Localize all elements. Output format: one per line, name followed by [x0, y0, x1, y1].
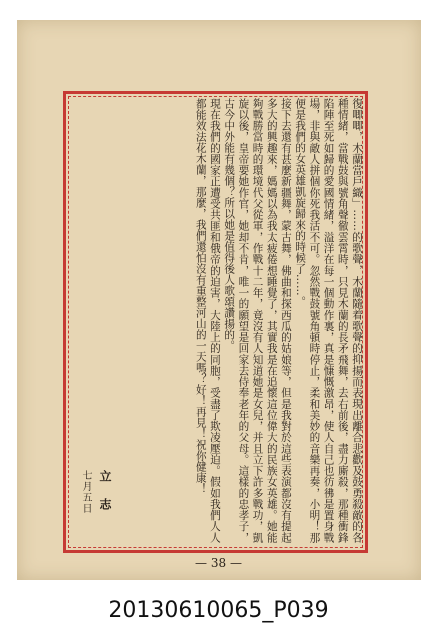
image-caption: 20130610065_P039: [108, 598, 329, 623]
author-name: 立 志: [98, 470, 112, 517]
page-number: — 38 —: [195, 556, 242, 570]
body-paragraph: 接下去還有甚麼新疆舞，蒙古舞，佛曲和探西瓜的姑娘等，但是我對於這些表演都沒有提起多大的興趣來，媽媽以為我太疲倦想睡覺了，其實我是在追懷這位偉大的民族女英雄。她能夠戰勝當時的環境代父從軍，作戰十二年，竟沒有人知道她是女兒，并且立下許多戰功，凱旋以後，皇帝要她作官，她却不肯，唯一的願望是回家去侍奉老年的父母。這樣的忠孝子，古今中外能有幾個？所以她是值得後人歌頌讚揚的。: [223, 98, 292, 543]
letter-body: [74, 98, 364, 543]
signature-block: [74, 470, 114, 545]
body-paragraph: 復唧唧，木蘭當戶織」……的歌聲，木蘭隨着歌聲的抑揚而表現出離合悲歡及鼓勇殺敵的各種情緒，當戰鼓與號角聲徹雲霄時，只見木蘭的長矛飛舞，去右前後，盡力廝殺，那種衝鋒陷陣至死如歸的愛國情緒，溢洋在每一個動作裏，真是慷慨激昂，使人自己也彷彿是置身戰場，非與敵人拼個你死我活不可。忽然戰鼓號角頓時停止，柔和美妙的音樂再奏，小明！那便是我們的女英雄凱旋歸來的時候了……。: [294, 98, 363, 543]
letter-date: 七月五日: [80, 470, 91, 514]
body-paragraph: 現在我們的國家正遭受共匪和俄帝的迫害，大陸上的同胞，受盡了欺凌壓迫。假如我們人人都能效法花木蘭，那麼，我們還怕沒有重整河山的一天嗎？好！再見！祝你健康！: [194, 98, 221, 543]
